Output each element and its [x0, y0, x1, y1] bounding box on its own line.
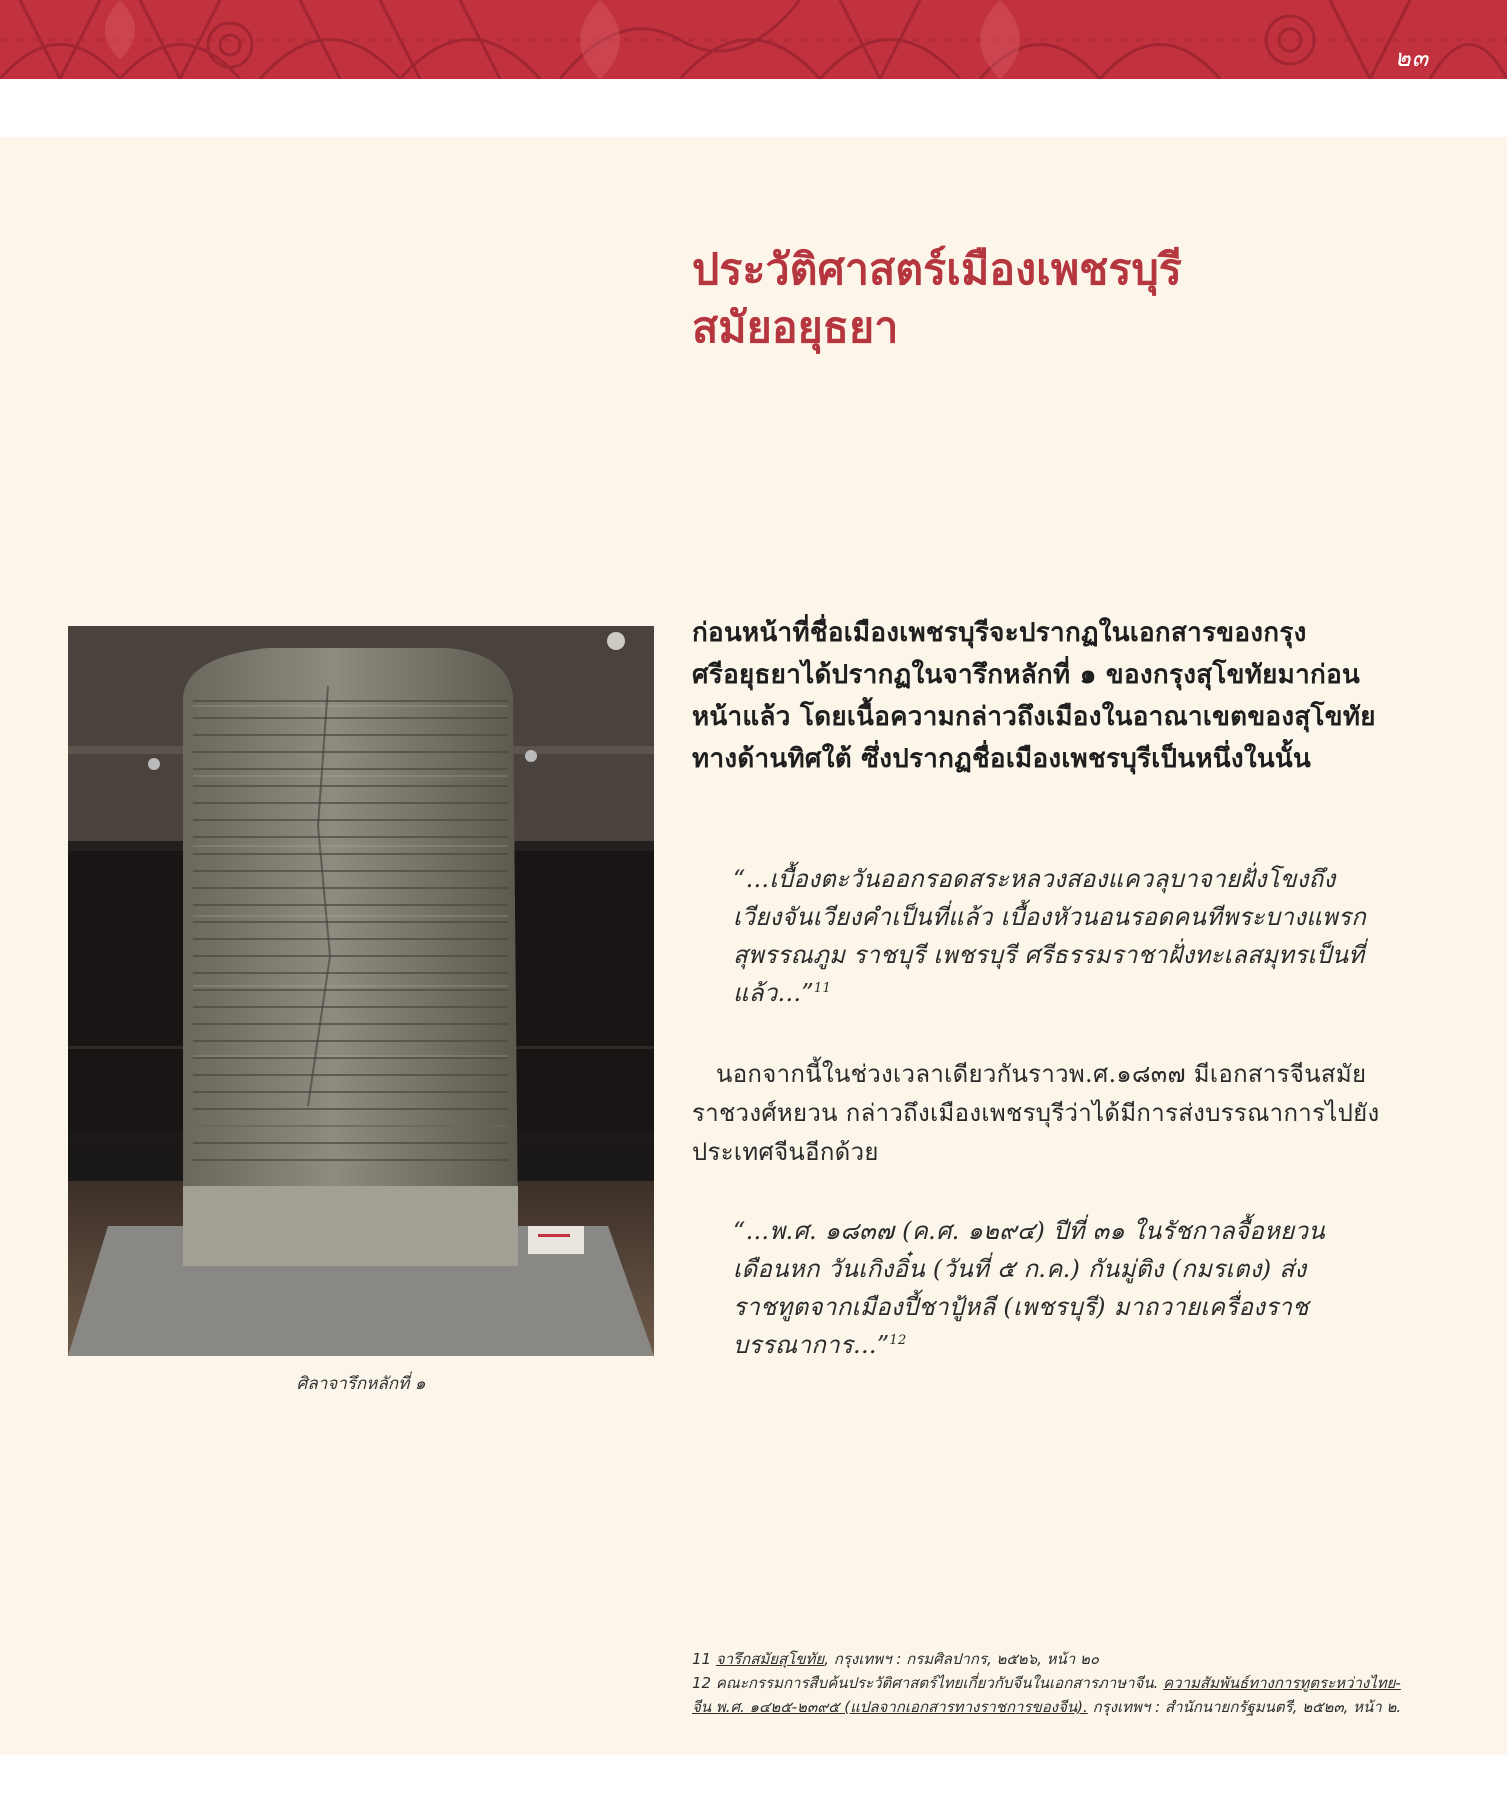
footnote-ref: 11	[813, 981, 832, 996]
quote-text: “...พ.ศ. ๑๘๓๗ (ค.ศ. ๑๒๙๔) ปีที่ ๓๑ ในรัชกาลจื้อหยวนเดือนหก วันเกิงอิ๋น (วันที่ ๕ ก.ค.) กันมู่ติง (กมรเตง) ส่งราชทูตจากเมืองปี้ชาปู้หลี (เพชรบุรี) มาถวายเครื่องราชบรรณาการ...”	[733, 1217, 1325, 1359]
title-line-1: ประวัติศาสตร์เมืองเพชรบุรี	[692, 245, 1182, 295]
quote-chinese-record	[733, 1212, 1373, 1364]
stone-stele-image	[68, 626, 654, 1356]
footnote-11	[692, 1647, 1406, 1671]
photo-caption: ศิลาจารึกหลักที่ ๑	[296, 1374, 426, 1394]
header-band	[0, 0, 1507, 79]
quote-inscription	[733, 860, 1373, 1012]
inscription-photo	[68, 626, 654, 1356]
footnotes	[692, 1647, 1406, 1719]
footnote-number: 11	[692, 1650, 712, 1668]
footnote-ref: 12	[889, 1333, 907, 1348]
page-number: ๒๓	[1394, 44, 1429, 72]
footnote-source-title: จารึกสมัยสุโขทัย	[715, 1650, 825, 1668]
footnote-source-detail: , กรุงเทพฯ : กรมศิลปากร, ๒๕๒๖, หน้า ๒๐	[824, 1650, 1100, 1668]
body-paragraph: นอกจากนี้ในช่วงเวลาเดียวกันราวพ.ศ.๑๘๓๗ มีเอกสารจีนสมัยราชวงศ์หยวน กล่าวถึงเมืองเพชรบุรีว่าได้มีการส่งบรรณาการไปยังประเทศจีนอีกด้วย	[692, 1060, 1380, 1166]
footnote-source-detail: กรุงเทพฯ : สำนักนายกรัฐมนตรี, ๒๕๒๓, หน้า ๒.	[1087, 1698, 1402, 1716]
quote-text: “...เบื้องตะวันออกรอดสระหลวงสองแควลุบาจายฝั่งโขงถึงเวียงจันเวียงคำเป็นที่แล้ว เบื้องหัวนอนรอดคนทีพระบางแพรกสุพรรณภูม ราชบุรี เพชรบุรี ศรีธรรมราชาฝั่งทะเลสมุทรเป็นที่แล้ว...”	[733, 865, 1367, 1007]
footnote-source-title: ความสัมพันธ์ทางการทูตระหว่างไทย-จีน พ.ศ. ๑๔๒๕-๒๓๙๕ (แปลจากเอกสารทางราชการของจีน).	[692, 1674, 1401, 1716]
footnote-number: 12	[692, 1674, 712, 1692]
lead-paragraph: ก่อนหน้าที่ชื่อเมืองเพชรบุรีจะปรากฏในเอกสารของกรุงศรีอยุธยาได้ปรากฏในจารึกหลักที่ ๑ ของกรุงสุโขทัยมาก่อนหน้าแล้ว โดยเนื้อความกล่าวถึงเมืองในอาณาเขตของสุโขทัยทางด้านทิศใต้ ซึ่งปรากฏชื่อเมืองเพชรบุรีเป็นหนึ่งในนั้น	[692, 618, 1376, 774]
footnote-author: คณะกรรมการสืบค้นประวัติศาสตร์ไทยเกี่ยวกับจีนในเอกสารภาษาจีน.	[715, 1674, 1164, 1692]
thai-pattern-ornament	[0, 0, 1507, 79]
footnote-12	[692, 1671, 1406, 1719]
page-title	[692, 241, 1392, 357]
title-line-2: สมัยอยุธยา	[692, 303, 899, 353]
